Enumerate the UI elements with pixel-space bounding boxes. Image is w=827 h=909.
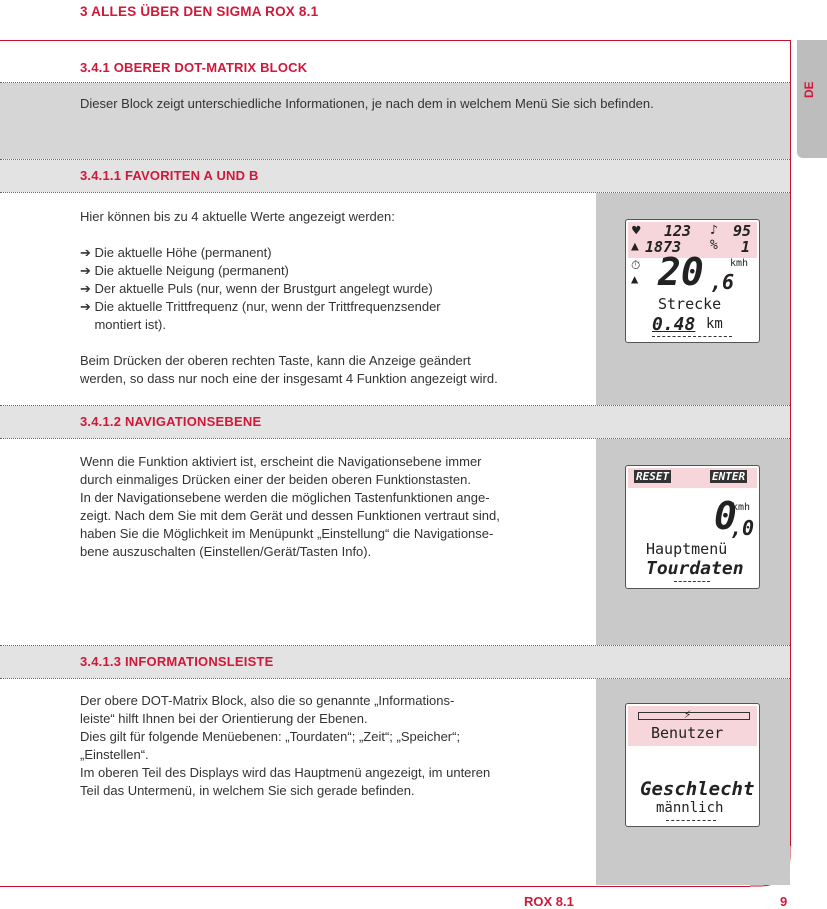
text-line: Der obere DOT-Matrix Block, also die so genannte „Informations-: [80, 693, 455, 708]
distance-value: 0.48: [652, 314, 696, 335]
reset-key-label: RESET: [636, 470, 670, 483]
section-title-dotmatrix: 3.4.1 OBERER DOT-MATRIX BLOCK: [80, 60, 308, 75]
speed-decimal: ,6: [710, 270, 735, 294]
menu-label: Benutzer: [651, 724, 724, 742]
cadence-icon: ♪: [710, 223, 718, 238]
main-menu-label: Hauptmenü: [646, 540, 728, 558]
heart-icon: ♥: [632, 223, 641, 239]
display-label: Strecke: [658, 295, 722, 313]
menu-value-label: männlich: [656, 800, 724, 816]
device-display-favoriten: [625, 219, 760, 343]
text-line: „Einstellen“.: [80, 747, 149, 762]
display-indicator: [674, 581, 710, 582]
section-text-favoriten: [80, 208, 498, 388]
text-line: durch einmaliges Drücken einer der beiden oberen Funktionstasten.: [80, 472, 471, 487]
cadence-value: 95: [733, 222, 752, 240]
section-text-navigation: [80, 453, 500, 561]
device-display-info: [625, 703, 760, 827]
text-line: bene auszuschalten (Einstellen/Gerät/Tasten Info).: [80, 544, 372, 559]
section-title-info: 3.4.1.3 INFORMATIONSLEISTE: [80, 654, 274, 669]
list-item: ➔ Die aktuelle Höhe (permanent): [80, 245, 272, 260]
text-line: Wenn die Funktion aktiviert ist, erscheint die Navigationsebene immer: [80, 454, 482, 469]
section-title-navigation: 3.4.1.2 NAVIGATIONSEBENE: [80, 414, 262, 429]
progress-frame: [638, 712, 750, 720]
speed-unit: kmh: [732, 502, 751, 513]
page-number: 9: [780, 894, 788, 909]
text-line: leiste“ hilft Ihnen bei der Orientierung der Ebenen.: [80, 711, 368, 726]
text-line: Dies gilt für folgende Menüebenen: „Tourdaten“; „Zeit“; „Speicher“;: [80, 729, 461, 744]
enter-key-label: ENTER: [712, 470, 746, 483]
altitude-icon: ▲: [631, 239, 639, 254]
device-display-navigation: [625, 465, 760, 589]
speed-decimal: ,0: [730, 516, 755, 540]
section-title-favoriten: 3.4.1.1 FAVORITEN A UND B: [80, 168, 259, 183]
section-text-info: [80, 692, 490, 800]
incline-value: 1: [741, 238, 751, 256]
frame-top-line: [0, 40, 790, 41]
frame-bottom-line: [0, 886, 750, 887]
section-text-dotmatrix: Dieser Block zeigt unterschiedliche Informationen, je nach dem in welchem Menü Sie sich befinden.: [80, 96, 654, 111]
pulse-value: 123: [664, 222, 692, 240]
distance-unit: km: [706, 316, 723, 332]
favoriten-outro: werden, so dass nur noch eine der insgesamt 4 Funktion angezeigt wird.: [80, 371, 498, 386]
plug-icon: ⚡: [684, 707, 692, 721]
arrow-up-icon: ▲: [631, 272, 639, 286]
speed-unit: kmh: [730, 258, 749, 269]
list-item: ➔ Der aktuelle Puls (nur, wenn der Brustgurt angelegt wurde): [80, 281, 433, 296]
chapter-title: 3 ALLES ÜBER DEN SIGMA ROX 8.1: [80, 4, 319, 19]
menu-item-label: Geschlecht: [640, 778, 755, 800]
speed-integer: 20: [658, 250, 704, 294]
text-line: zeigt. Nach dem Sie mit dem Gerät und dessen Funktionen vertraut sind,: [80, 508, 500, 523]
submenu-label: Tourdaten: [646, 558, 744, 579]
language-tab: [797, 40, 827, 158]
favoriten-intro: Hier können bis zu 4 aktuelle Werte angezeigt werden:: [80, 209, 395, 224]
display-indicator: [652, 336, 732, 337]
favoriten-outro: Beim Drücken der oberen rechten Taste, kann die Anzeige geändert: [80, 353, 471, 368]
altitude-value: 1873: [645, 238, 682, 256]
footer-product-name: ROX 8.1: [524, 894, 574, 909]
list-item: ➔ Die aktuelle Neigung (permanent): [80, 263, 289, 278]
list-item: ➔ Die aktuelle Trittfrequenz (nur, wenn der Trittfrequenzsender: [80, 299, 441, 314]
language-tab-label: DE: [802, 81, 816, 98]
frame-right-line: [790, 40, 791, 846]
list-item: montiert ist).: [80, 317, 166, 332]
text-line: haben Sie die Möglichkeit im Menüpunkt „Einstellung“ die Navigationse-: [80, 526, 494, 541]
text-line: Im oberen Teil des Displays wird das Hauptmenü angezeigt, im unteren: [80, 765, 491, 780]
text-line: Teil das Untermenü, in welchem Sie sich gerade befinden.: [80, 783, 415, 798]
text-line: In der Navigationsebene werden die möglichen Tastenfunktionen ange-: [80, 490, 490, 505]
speed-integer: 0: [714, 494, 737, 538]
stopwatch-icon: ⏱: [631, 258, 641, 272]
display-indicator: [666, 820, 716, 821]
incline-icon: %: [710, 238, 718, 253]
